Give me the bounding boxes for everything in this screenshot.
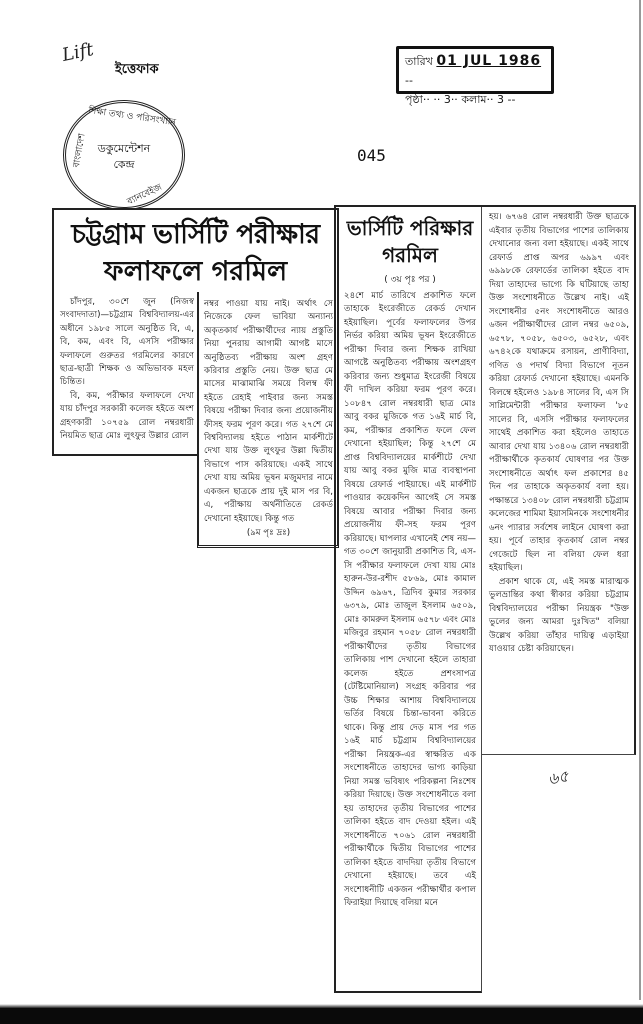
scan-bottom-edge: [0, 1008, 643, 1024]
handwritten-signature: Lift: [60, 38, 96, 67]
right-article-column-2: [481, 205, 636, 755]
stamp-center-line1: ডকুমেন্টেশন: [97, 142, 151, 155]
continuation-note: (৯ম পৃঃ দ্রঃ): [246, 527, 291, 538]
left-headline: [52, 208, 339, 292]
page-edge: [639, 0, 641, 1000]
handwritten-marginal-note: ৬৫: [546, 766, 571, 789]
date-label: তারিখ: [405, 55, 433, 68]
date-stamp-box: তারিখ 01 JUL 1986 -- পৃষ্ঠা·· ·· 3·· কলাম·· 3 --: [396, 46, 554, 94]
paragraph: বি, কম, পরীক্ষার ফলাফলে দেখা যায় চাঁদপুর সরকারী কলেজ হইতে অংশ গ্রহণকারী ১০৭৫৯ রোল নম্বরধারী নিয়মিত ছাত্র মোঃ লুৎফুর উল্লার রোল: [60, 390, 194, 442]
left-article-column-2: [197, 292, 339, 548]
date-value: 01 JUL 1986: [436, 53, 542, 69]
documentation-center-stamp: [63, 100, 185, 210]
column-label: কলাম: [461, 93, 487, 106]
file-number: 045: [357, 146, 386, 165]
stamp-ring-top: শিক্ষা তথ্য ও পরিসংখ্যান: [87, 105, 177, 129]
paragraph: চাঁদপুর, ৩০শে জুন (নিজস্ব সংবাদদাতা)—চট্টগ্রাম বিশ্ববিদ্যালয়-এর অধীনে ১৯৮৫ সালে অনুষ্ঠিত বি, এ, বি, কম, এবং বি, এসসি পরীক্ষার ফলাফলে গুরুতর গরমিলের কারণে ছাত্র-ছাত্রী শিক্ষক ও অভিভাবক মহল চিন্তিত।: [60, 297, 194, 388]
column-value: 3: [497, 93, 505, 106]
page-value: 3: [443, 93, 451, 106]
paragraph: ২৪শে মার্চ তারিখে প্রকাশিত ফলে তাহাকে ইংরেজীতে রেকর্ড দেখান হইয়াছিল। পূর্বের ফলাফলের উপর নির্ভর করিয়া অমিয় ভূষন ইংরেজীতে পরীক্ষা দিবার জন্য শিক্ষক রাখিয়া আগষ্টে অনুষ্ঠিতব্য পরীক্ষায় অংশগ্রহণ করিবার জন্য শুধুমাত্র ইংরেজী বিষয়ে ফী দাখিল করিয়া ফরম পূরণ করে। ১০৮৪৭ রোল নম্বরধারী ছাত্র মোঃ আবু বকর মুজিকে গত ১৬ই মার্চ বি, কম, পরীক্ষার প্রকাশিত ফলে ফেল দেখানো হইয়াছিল; কিন্তু ২৭শে মে প্রাপ্ত বিশ্ববিদ্যালয়ের মার্কশীটে দেখা যায় আবু বকর মুজি মাত্র ব্যবস্থাপনা বিষয়ে রেফার্ড পাইয়াছে। এই মার্কশীট পাওয়ার কয়েকদিন আগেই সে সমস্ত বিষয়ে আবার পরীক্ষা দিবার জন্য প্রয়োজনীয় ফী-সহ ফরম পূরণ করিয়াছে। ঘাপলার এখানেই শেষ নয়—গত ৩০শে জানুয়ারী প্রকাশিত বি, এস-সি পরীক্ষার ফলাফলে দেখা যায় মোঃ হারুন-উর-রশীদ ৫৮৬৯, মোঃ কামাল উদ্দিন ৬৯৬৭, ত্রিদিব কুমার সরকার ৬৩৭৯, মোঃ তাজুল ইসলাম ৬৫০৯, মোঃ কামরুল ইসলাম ৬৫৭৮ এবং মোঃ মজিবুর রহমান ৭০৫৮ রোল নম্বরধারী পরীক্ষার্থীদের তৃতীয় বিভাগের তালিকায় পাশ দেখানো হইলে তাহারা কলেজ হইতে প্রশংসাপত্র (টেষ্টিমোনিয়াল) সংগ্রহ করিবার পর উচ্চ শিক্ষার আশায় বিশ্ববিদ্যালয়ে ভর্তির বিষয়ে চিন্তা-ভাবনা করিতে থাকে। কিন্তু প্রায় দেড় মাস পর গত ১৬ই মার্চ চট্টগ্রাম বিশ্ববিদ্যালয়ের পরীক্ষা নিয়ন্ত্রক-এর স্বাক্ষরিত এক সংশোধনীতে তাহাদের ভাগ্য কাড়িয়া নিয়া সমস্ত ভবিষ্যৎ পরিকল্পনা নিঃশেষ করিয়া দিয়াছে। উক্ত সংশোধনীতে বলা হয় তাহাদের তৃতীয় বিভাগের পাশের তালিকা হইতে বাদ দেওয়া হইল। এই সংশোধনীতে ৭০৬১ রোল নম্বরধারী পরীক্ষার্থীকে দ্বিতীয় বিভাগের পাশের তালিকা হইতে বাদদিয়া তৃতীয় বিভাগে দেখানো হইয়াছে। তবে এই সংশোধনীটি একজন পরীক্ষার্থীর কপাল ফিরাইয়া দিয়াছে বলিয়া মনে: [344, 290, 476, 908]
stamp-center-line2: কেন্দ্র: [113, 158, 135, 171]
right-headline-line1: ভার্সিটি পরিক্ষার: [346, 216, 474, 240]
right-article: [334, 205, 636, 995]
page-label: পৃষ্ঠা: [405, 93, 423, 106]
right-headline: [344, 215, 476, 269]
stamp-ring-bottom: ব্যানবেইজ: [125, 182, 164, 208]
left-headline-line1: চট্টগ্রাম ভার্সিটি পরীক্ষার: [71, 219, 320, 250]
paragraph: হয়। ৬৭৬৪ রোল নম্বরধারী উক্ত ছাত্রকে এইবার তৃতীয় বিভাগের পাশের তালিকায় দেখানোর জন্য বলা হইয়াছে। একই সাথে রেফার্ড প্রাপ্ত অপর ৬৯৯৭ এবং ৬৯৯৮কে রেফার্ডের তালিকা হইতে বাদ দিয়া তাহাদের ভাগ্যে কি ঘটিয়াছে তাহা উক্ত সংশোধনীতে উল্লেখ নাই। এই সংশোধনীর ৫নং সংশোধনীতে আরও ৬জন পরীক্ষার্থীদের রোল নম্বর ৬৫০৯, ৬৫৭৮, ৭০৫৮, ৬৫০৩, ৬৫২৮, এবং ৬৭৪২কে যথাক্রমে রসায়ন, প্রাণীবিদ্যা, গণিত ও পদার্থ বিদ্যা বিভাগে নূতন করিয়া রেফার্ড দেখানো হইয়াছে। এমনকি বিলম্বে হইলেও ১৯৮৪ সালের বি, এস সি সাপ্লিমেন্টারী পরীক্ষার ফলাফল '৮৫ সালের বি, এসসি পরীক্ষার ফলাফলের সাথেই প্রকাশিত করা হইলেও তাহাতে আবার দেখা যায় ১৩৪০৬ রোল নম্বরধারী পরীক্ষার্থীকে কৃতকার্য ঘোষণার পর উক্ত সংশোধনীতে অর্থাৎ ফল প্রকাশের ৪৫ দিন পর তাহাকে অকৃতকার্য বলা হয়। পক্ষান্তরে ১৩৪০৮ রোল নম্বরধারী চট্টগ্রাম কলেজের শামিমা ইয়াসমিনকে সংশোধনীর ৬নং প্যারার সর্বশেষ লাইনে ঘোষণা করা হয়। পূর্বে তাহার কৃতকার্য রোল নম্বর গেজেটে ছিল না বলিয়া ফেল ধরা হইয়াছিল।: [489, 212, 629, 573]
left-article: [52, 208, 339, 548]
paragraph: নম্বর পাওয়া যায় নাই। অর্থাৎ সে নিজেকে ফেল ভাবিয়া অন্যান্য অকৃতকার্য পরীক্ষার্থীদের ন্যায় প্রস্তুতি নিয়া পুনরায় আগামী আগষ্ট মাসে অনুষ্ঠিতব্য পরীক্ষায় অংশ গ্রহণ করিবার প্রস্তুতি নেয়। উক্ত ছাত্র মে মাসের মাঝামাঝি সময়ে বিলম্ব ফী হইতে রেহাই পাইবার জন্য সমস্ত বিষয়ে পরীক্ষা দিবার জন্য প্রয়োজনীয় ফীসহ ফরম পূরণ করে। গত ২৭শে মে বিশ্ববিদ্যালয় হইতে পাঠান মার্কশীটে দেখা যায় উক্ত লুৎফুর উল্লা দ্বিতীয় বিভাগে পাস করিয়াছে। একই সাথে দেখা যায় অমিয় ভূষন মজুমদার নামে একজন ছাত্রকে প্রায় দুই মাস পর বি, এ, পরীক্ষায় অর্থনীতিতে রেকর্ড দেখানো হইয়াছে। কিন্তু গত: [204, 299, 333, 524]
newspaper-name: ইত্তেফাক: [115, 62, 159, 77]
paragraph: প্রকাশ থাকে যে, এই সমস্ত মারাত্মক ভুলভ্রান্তির কথা স্বীকার করিয়া চট্টগ্রাম বিশ্ববিদ্যালয়ের পরীক্ষা নিয়ন্ত্রক "উক্ত ভুলের জন্য আমরা দুঃখিত" বলিয়া উল্লেখ করিয়া তাঁহার দায়িত্ব এড়াইয়া যাওয়ার চেষ্টা করিয়াছেন।: [489, 576, 629, 654]
right-article-column-1: [334, 205, 482, 993]
from-page-note: ( ৩য় পৃঃ পর ): [384, 275, 436, 285]
left-article-column-1: [52, 292, 198, 456]
stamp-ring-left: বাংলাদেশ: [71, 132, 88, 169]
left-headline-line2: ফলাফলে গরমিল: [103, 256, 288, 287]
right-headline-line2: গরমিল: [382, 243, 438, 267]
